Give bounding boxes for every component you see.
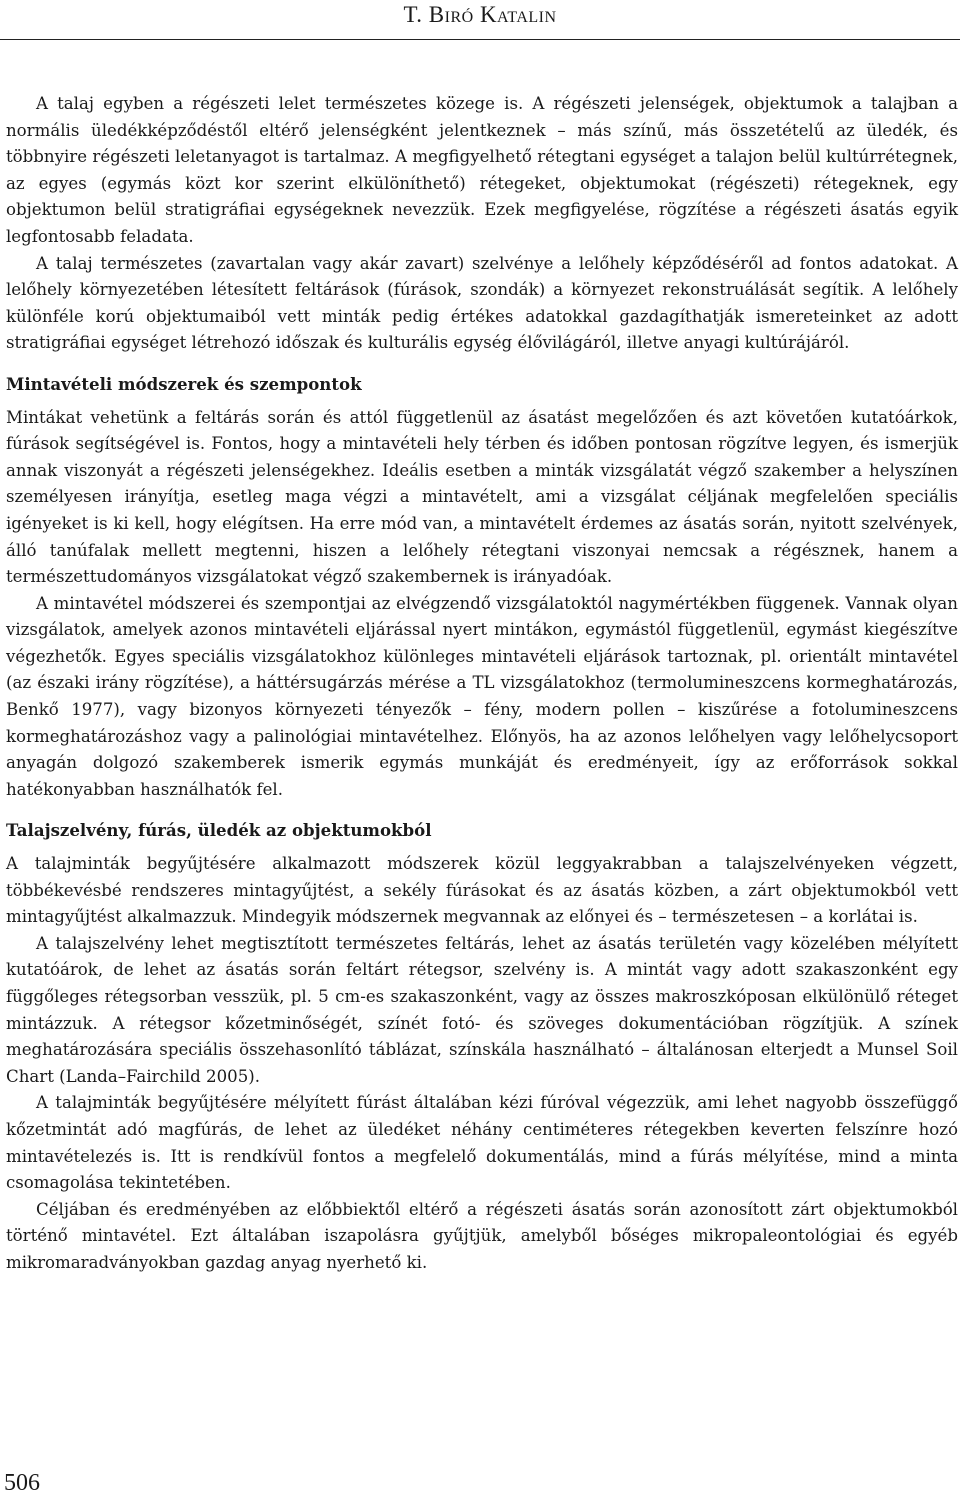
page-body [6,91,958,1277]
paragraph-sampling-2: A mintavétel módszerei és szempontjai az elvégzendő vizsgálatoktól nagymértékben függenek. Vannak olyan vizsgálatok, amelyek azonos mintavételi eljárással nyert mintákon, egymástól függetlenül, egymást kiegészítve végezhetők. Egyes speciális vizsgálatokhoz különleges mintavételi eljárások tartoznak, pl. orientált mintavétel (az északi irány rögzítése), a háttérsugárzás mérése a TL vizsgálatokhoz (termolumineszcens kormeghatározás, Benkő 1977), vagy bizonyos környezeti tényezők – fény, modern pollen – kiszűrése a fotolumineszcens kormeghatározáshoz vagy a palinológiai mintavételhez. Előnyös, ha az azonos lelőhelyen vagy lelőhelycsoport anyagán dolgozó szakemberek ismerik egymás munkáját és eredményeit, így az erőforrások sokkal hatékonyabban használhatók fel. [6,593,958,799]
paragraph-soil-1: A talajminták begyűjtésére alkalmazott módszerek közül leggyakrabban a talajszelvényeken végzett, többékevésbé rendszeres mintagyűjtést, a sekély fúrásokat és az ásatás közben, a zárt objektumokból vett mintagyűjtést alkalmazzuk. Mindegyik módszernek megvannak az előnyei és – természetesen – a korlátai is. [6,854,958,927]
paragraph-soil-4: Céljában és eredményében az előbbiektől eltérő a régészeti ásatás során azonosított zárt objektumokból történő mintavétel. Ezt általában iszapolásra gyűjtjük, amelyből bőséges mikropaleontológiai és egyéb mikromaradványokban gazdag anyag nyerhető ki. [6,1199,958,1272]
paragraph-soil-profile: A talaj természetes (zavartalan vagy akár zavart) szelvénye a lelőhely képződéséről ad fontos adatokat. A lelőhely környezetében létesített feltárások (fúrások, szondák) a környezet rekonstruálását segítik. A lelőhely különféle korú objektumaiból vett minták pedig értékes adatokkal gazdagíthatják ismereteinket az adott stratigráfiai egységet létrehozó időszak és kulturális egység élővilágáról, illetve anyagi kultúrájáról. [6,253,958,353]
page-number: 506 [4,1470,40,1496]
running-head: T. Biró Katalin [403,2,557,27]
section-heading-sampling: Mintavételi módszerek és szempontok [6,373,362,394]
header-rule [0,39,960,40]
paragraph-intro: A talaj egyben a régészeti lelet természetes közege is. A régészeti jelenségek, objektumok a talajban a normális üledékképződéstől eltérő jelenségként jelentkeznek – más színű, más összetételű az üledék, és többnyire régészeti leletanyagot is tartalmaz. A megfigyelhető rétegtani egységet a talajon belül kultúrrétegnek, az egyes (egymás közt kor szerint elkülöníthető) rétegeket, objektumokat (régészeti) rétegeknek, egy objektumon belül stratigráfiai egységeknek nevezzük. Ezek megfigyelése, rögzítése a régészeti ásatás egyik legfontosabb feladata. [6,94,958,246]
paragraph-sampling-1: Mintákat vehetünk a feltárás során és attól függetlenül az ásatást megelőzően és azt követően kutatóárkok, fúrások segítségével is. Fontos, hogy a mintavételi hely térben és időben pontosan rögzítve legyen, és ismerjük annak viszonyát a régészeti jelenségekhez. Ideális esetben a minták vizsgálatát végző szakember a helyszínen személyesen irányítja, esetleg maga végzi a mintavételt, ami a vizsgálat céljának megfelelően speciális igényeket is ki kell, hogy elégítsen. Ha erre mód van, a mintavételt érdemes az ásatás során, nyitott szelvények, álló tanúfalak mellett megtenni, hiszen a lelőhely rétegtani viszonyai nemcsak a régésznek, hanem a természettudományos vizsgálatokat végző szakembernek is irányadóak. [6,407,958,587]
paragraph-soil-3: A talajminták begyűjtésére mélyített fúrást általában kézi fúróval végezzük, ami lehet nagyobb összefüggő kőzetmintát adó magfúrás, de lehet az üledéket néhány centiméteres rétegekben keverten felszínre hozó mintavételezés is. Itt is rendkívül fontos a megfelelő dokumentálás, mind a fúrás mélyítése, mind a minta csomagolása tekintetében. [6,1093,958,1193]
paragraph-soil-2: A talajszelvény lehet megtisztított természetes feltárás, lehet az ásatás területén vagy közelében mélyített kutatóárok, de lehet az ásatás során feltárt rétegsor, szelvény is. A mintát vagy adott szakaszonként egy függőleges rétegsorban vesszük, pl. 5 cm-es szakaszonként, vagy az összes makroszkóposan elkülönülő réteget mintázzuk. A rétegsor kőzetminőségét, színét fotó- és szöveges dokumentációban rögzítjük. A színek meghatározására speciális összehasonlító táblázat, színskála használható – általánosan elterjedt a Munsel Soil Chart (Landa–Fairchild 2005). [6,933,958,1086]
section-heading-soil: Talajszelvény, fúrás, üledék az objektumokból [6,820,432,841]
